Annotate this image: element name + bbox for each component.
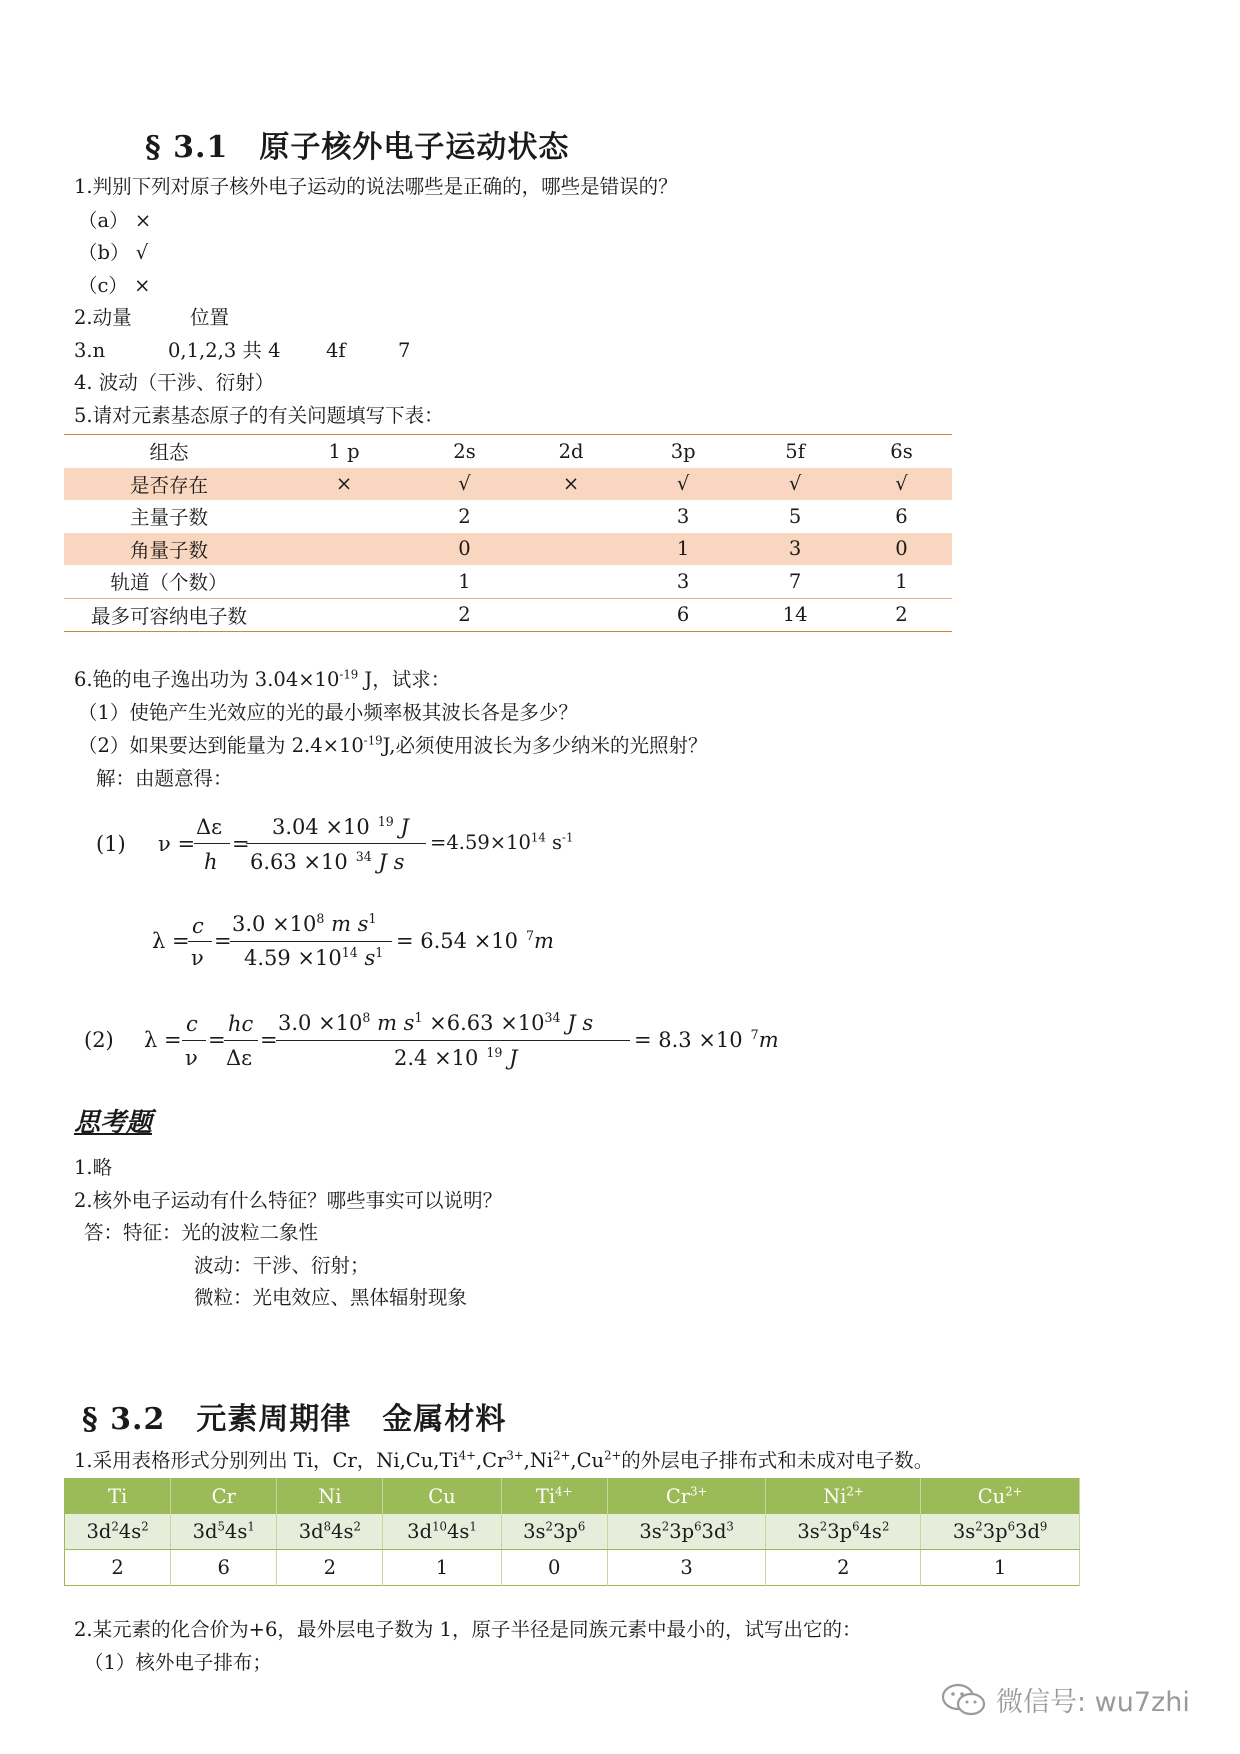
question-3-7: 7 — [398, 339, 411, 362]
table-cell: 6 — [895, 504, 908, 528]
eq2-denominator: $4.59 \times 10^{14}$ $s^1$ — [244, 945, 384, 970]
table-cell: × — [515, 468, 627, 501]
section-3-2-title: § 3.2 元素周期律 金属材料 — [82, 1402, 507, 1437]
table-header-cell: 组态 — [64, 435, 274, 468]
eq3-numerator: $3.0 \times 10^8$ m $s^1 \times 6.63 \times 10^{34}$ J s — [278, 1010, 594, 1035]
table-cell: $3d^54s^1$ — [171, 1514, 277, 1550]
table-cell: 3 — [607, 1550, 766, 1586]
question-6: 6.铯的电子逸出功为 $3.04\times 10^{-19}$ J，试求： — [74, 667, 451, 691]
table-cell: 1 — [414, 565, 515, 598]
question-6-part-1: （1）使铯产生光效应的光的最小频率极其波长各是多少？ — [78, 701, 578, 724]
answer-c: （c） × — [78, 274, 151, 297]
table-cell: 2 — [414, 598, 515, 632]
table-cell: 5 — [788, 504, 802, 528]
table-cell: √ — [627, 468, 739, 501]
table-cell: 3 — [739, 533, 851, 566]
table-cell: 2 — [766, 1550, 921, 1586]
think-line-1: 1.略 — [74, 1156, 113, 1179]
eq1-equals: = — [232, 832, 250, 856]
table-cell — [274, 565, 414, 598]
table-header-cell: $Ti^{4+}$ — [501, 1479, 607, 1515]
section-3-1-title: § 3.1 原子核外电子运动状态 — [145, 130, 570, 165]
table-header-cell: Cu — [383, 1479, 501, 1515]
eq1-result: $=4.59\times 10^{14}$ $s^{-1}$ — [430, 830, 574, 854]
table-cell — [274, 598, 414, 632]
table-cell: 7 — [739, 565, 851, 598]
section-3-2-question-2: 2.某元素的化合价为+6，最外层电子数为 1，原子半径是同族元素中最小的，试写出它的： — [74, 1618, 862, 1641]
watermark — [940, 1680, 1190, 1719]
eq1-fraction-bar-2 — [246, 843, 426, 844]
table-header-cell: 2s — [414, 435, 515, 468]
eq3-den1: ν — [185, 1046, 198, 1070]
table-header-row — [64, 435, 952, 468]
answer-a: （a） × — [78, 209, 152, 232]
section-3-2-question-2-part-1: （1）核外电子排布； — [84, 1651, 272, 1674]
eq3-num-hc: hc — [228, 1012, 254, 1036]
eq1-denominator: 6.63 ×10 $^{34}$ J s — [250, 849, 405, 874]
table-cell: 14 — [739, 598, 851, 632]
table-cell: × — [274, 468, 414, 501]
table-cell: 2 — [277, 1550, 383, 1586]
table-row — [64, 598, 952, 632]
table-cell: 6 — [627, 598, 739, 632]
table-cell: $3s^23p^6$ — [501, 1514, 607, 1550]
eq3-fraction-bar-3 — [276, 1040, 630, 1041]
eq3-fraction-bar-1 — [182, 1040, 206, 1041]
table-cell — [515, 500, 627, 533]
table-cell: 是否存在 — [64, 468, 274, 501]
table-header-row — [65, 1479, 1080, 1515]
think-line-3: 答：特征：光的波粒二象性 — [84, 1221, 319, 1244]
table-cell: 2 — [458, 504, 471, 528]
eq2-num1: c — [192, 914, 204, 938]
table-row — [64, 500, 952, 533]
table-cell: 1 — [851, 565, 952, 598]
question-3-values: 0,1,2,3 共 4 — [168, 339, 281, 362]
eq2-den1: ν — [191, 946, 204, 970]
eq2-fraction-bar-1 — [188, 941, 212, 942]
eq3-fraction-bar-2 — [224, 1040, 258, 1041]
table-cell: $3d^84s^2$ — [277, 1514, 383, 1550]
table-header-cell: $Cr^{3+}$ — [607, 1479, 766, 1515]
eq3-equals-1: = — [208, 1028, 226, 1052]
table-row — [65, 1514, 1080, 1550]
table-cell: √ — [414, 468, 515, 501]
eq1-num1: Δε — [196, 815, 223, 839]
table-cell: 主量子数 — [129, 506, 208, 530]
table-cell: $3d^{10}4s^1$ — [383, 1514, 501, 1550]
table-cell: 最多可容纳电子数 — [64, 598, 274, 632]
table-cell — [515, 533, 627, 566]
table-cell: 1 — [921, 1550, 1080, 1586]
eq1-label: (1) — [96, 832, 126, 856]
table-cell: 1 — [383, 1550, 501, 1586]
table-cell: 0 — [851, 533, 952, 566]
table-header-cell: $Cu^{2+}$ — [921, 1479, 1080, 1515]
think-title: 思考题 — [74, 1108, 153, 1138]
table-cell: 角量子数 — [64, 533, 274, 566]
table-cell: 6 — [171, 1550, 277, 1586]
question-6-part-2: （2）如果要达到能量为 $2.4\times 10^{-19}J$,必须使用波长为多少纳米的光照射？ — [78, 733, 708, 757]
think-line-5: 微粒：光电效应、黑体辐射现象 — [194, 1286, 468, 1309]
think-line-4: 波动：干涉、衍射； — [194, 1254, 370, 1277]
table-header-cell: Cr — [171, 1479, 277, 1515]
table-cell: $3s^23p^63d^9$ — [921, 1514, 1080, 1550]
table-header-cell: 2d — [515, 435, 627, 468]
table-cell — [274, 533, 414, 566]
section-3-2-question-1: 1.采用表格形式分别列出 Ti，Cr，$Ni,Cu,Ti^{4+},Cr^{3+},Ni^{2+},Cu^{2+}$的外层电子排布式和未成对电子数。 — [74, 1448, 934, 1472]
eq3-denominator: 2.4 ×10 $^{19}$ J — [394, 1045, 518, 1070]
eq1-fraction-bar-1 — [194, 843, 230, 844]
table-header-cell: 3p — [627, 435, 739, 468]
answer-b: （b） √ — [78, 241, 149, 264]
question-1: 1.判别下列对原子核外电子运动的说法哪些是正确的，哪些是错误的？ — [74, 175, 678, 198]
table-cell — [515, 598, 627, 632]
table-header-cell: 1 p — [274, 435, 414, 468]
table-cell — [515, 565, 627, 598]
table-row — [64, 468, 952, 501]
table-cell: 3 — [676, 504, 690, 528]
eq2-equals: = — [214, 929, 232, 953]
wechat-icon — [940, 1681, 988, 1719]
table-row — [64, 533, 952, 566]
think-line-2: 2.核外电子运动有什么特征？哪些事实可以说明？ — [74, 1189, 503, 1212]
table-cell: 3 — [627, 565, 739, 598]
table-cell: $3s^23p^63d^3$ — [607, 1514, 766, 1550]
eq1-den1: h — [204, 850, 218, 874]
eq3-den-hc: Δε — [226, 1046, 253, 1070]
table-cell: 2 — [65, 1550, 171, 1586]
table-header-cell: Ni — [277, 1479, 383, 1515]
table-cell: 0 — [501, 1550, 607, 1586]
eq2-numerator: $3.0 \times 10^8$ m $s^1$ — [232, 911, 377, 936]
eq3-equals-2: = — [260, 1028, 278, 1052]
eq2-result: = 6.54 ×10 $^7$m — [396, 928, 554, 953]
table-header-cell: Ti — [65, 1479, 171, 1515]
eq1-lhs: ν = — [158, 832, 196, 856]
eq3-num1: c — [186, 1012, 198, 1036]
question-3-4f: 4f — [326, 339, 346, 362]
eq3-result: = 8.3 ×10 $^7$m — [634, 1027, 779, 1052]
table-cell: $3s^23p^64s^2$ — [766, 1514, 921, 1550]
question-3-n: 3.n — [74, 339, 106, 362]
table-header-cell: 5f — [739, 435, 851, 468]
question-5: 5.请对元素基态原子的有关问题填写下表： — [74, 404, 444, 427]
eq3-lhs: λ = — [144, 1028, 182, 1052]
table-cell — [274, 500, 414, 533]
solution-intro: 解：由题意得： — [96, 767, 233, 790]
eq2-fraction-bar-2 — [230, 941, 392, 942]
question-4: 4. 波动（干涉、衍射） — [74, 371, 275, 394]
table-row — [65, 1550, 1080, 1586]
table-cell: 0 — [414, 533, 515, 566]
table-cell: $3d^24s^2$ — [65, 1514, 171, 1550]
table-cell: √ — [851, 468, 952, 501]
table-cell: 1 — [627, 533, 739, 566]
question-2-answer: 位置 — [190, 306, 230, 329]
table-row — [64, 565, 952, 598]
eq3-label: (2) — [84, 1028, 114, 1052]
eq1-numerator: 3.04 ×10 $^{19}$ J — [272, 814, 409, 839]
watermark-text: 微信号: wu7zhi — [996, 1687, 1190, 1718]
orbital-table — [64, 434, 952, 632]
question-2-num: 2.动量 — [74, 306, 132, 329]
eq2-lhs: λ = — [152, 929, 190, 953]
table-cell: √ — [739, 468, 851, 501]
table-header-cell: 6s — [851, 435, 952, 468]
table-cell: 轨道（个数） — [64, 565, 274, 598]
table-cell: 2 — [851, 598, 952, 632]
table-header-cell: $Ni^{2+}$ — [766, 1479, 921, 1515]
electron-config-table — [64, 1478, 1080, 1586]
